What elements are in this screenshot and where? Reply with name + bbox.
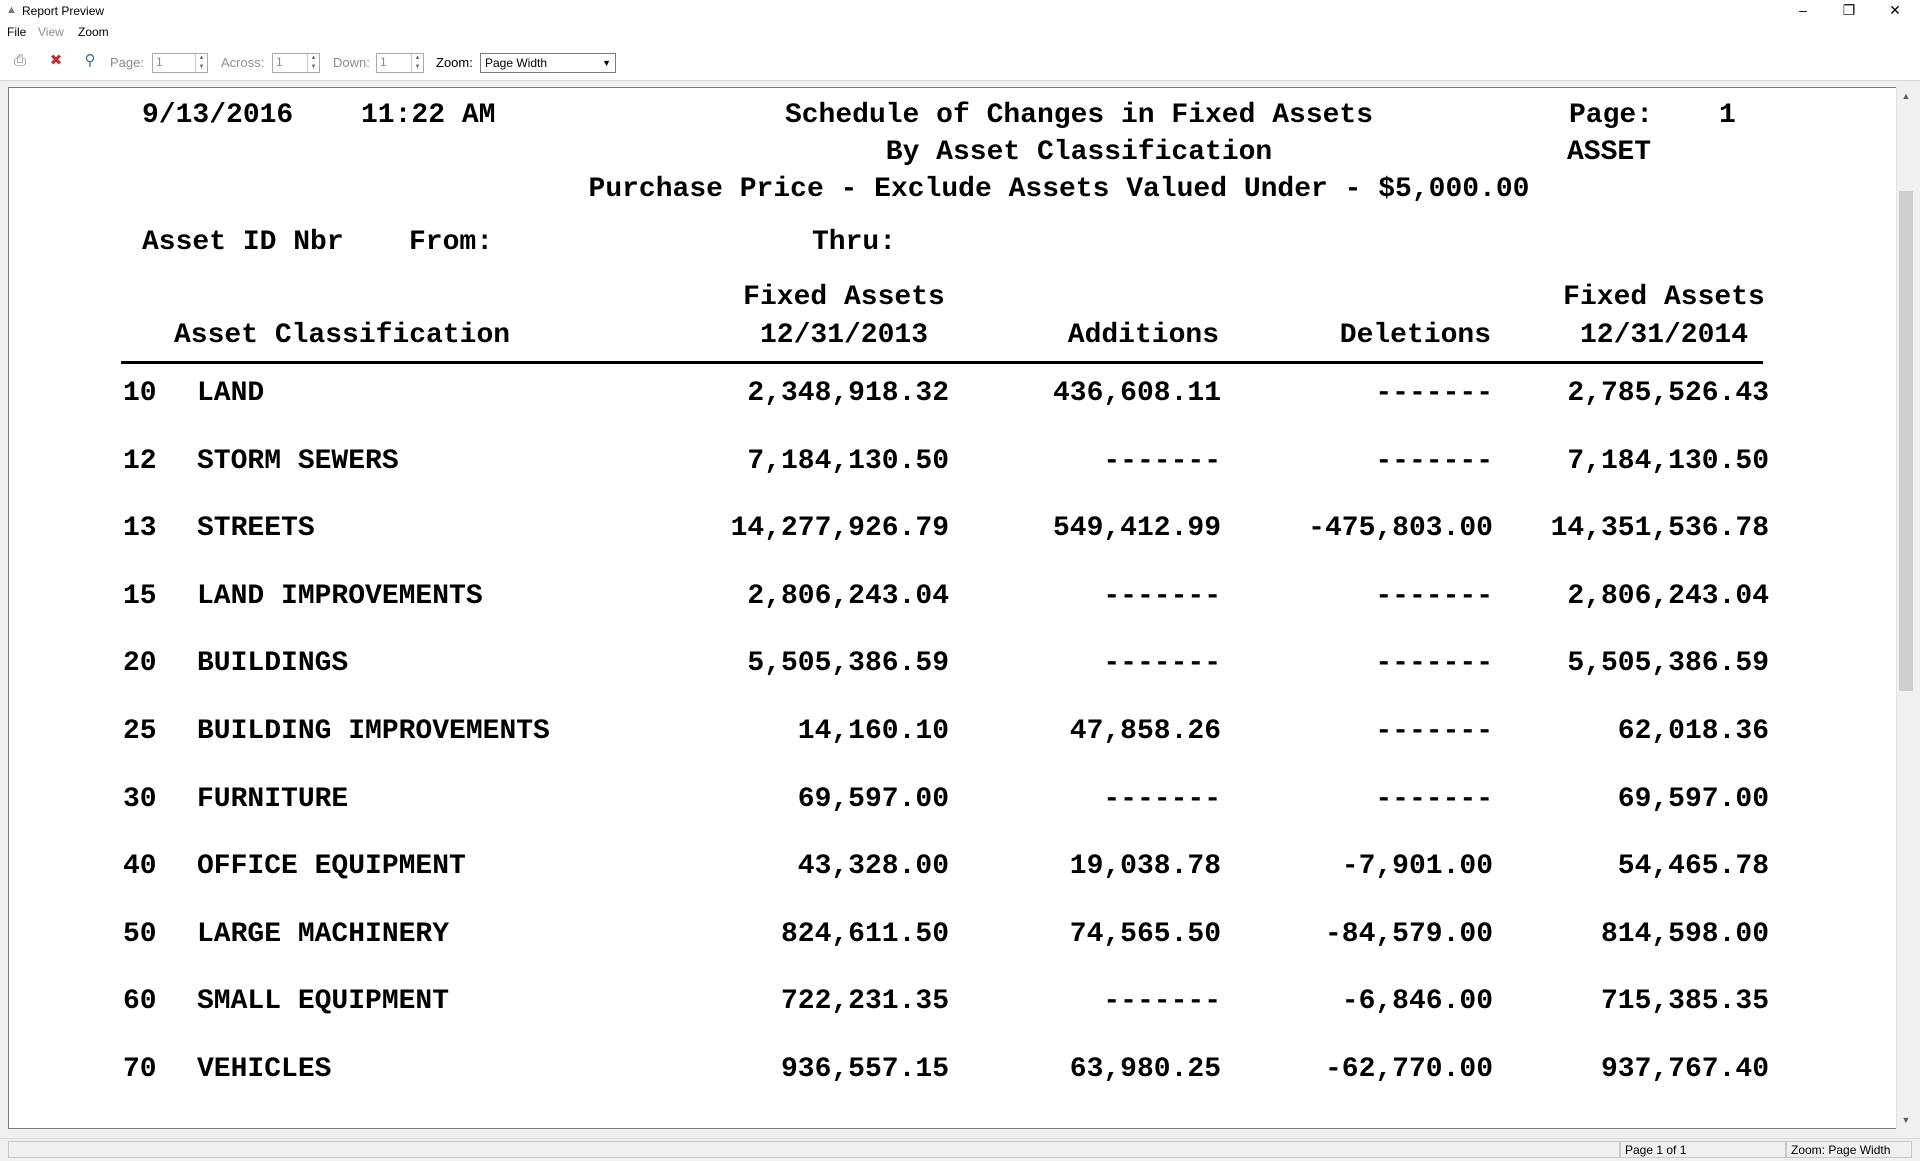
row-deletions: -6,846.00 <box>1341 986 1493 1018</box>
row-name: VEHICLES <box>197 1054 332 1085</box>
row-begin: 43,328.00 <box>797 851 949 883</box>
row-code: 40 <box>123 851 157 883</box>
menu-file[interactable]: File <box>7 25 27 39</box>
zoom-select[interactable]: Page Width ▼ <box>480 53 616 73</box>
col-additions: Additions <box>1067 320 1219 351</box>
row-code: 30 <box>123 783 157 815</box>
row-deletions: -7,901.00 <box>1341 851 1493 883</box>
row-end: 62,018.36 <box>1617 716 1769 747</box>
row-additions: 47,858.26 <box>1069 716 1221 747</box>
row-end: 5,505,386.59 <box>1567 648 1769 680</box>
row-deletions: ------- <box>1375 580 1493 612</box>
row-end: 2,785,526.43 <box>1567 378 1769 409</box>
row-code: 15 <box>123 580 157 612</box>
vertical-scrollbar[interactable] <box>1896 87 1915 1129</box>
row-code: 25 <box>123 716 157 747</box>
spinner-arrows-icon: ▲ ▼ <box>411 54 423 72</box>
row-code: 20 <box>123 648 157 680</box>
toolbar <box>0 42 1920 81</box>
row-begin: 2,806,243.04 <box>747 580 949 612</box>
row-begin: 2,348,918.32 <box>747 378 949 409</box>
row-code: 50 <box>123 918 157 950</box>
scroll-up-icon[interactable]: ▲ <box>1901 91 1911 101</box>
row-name: BUILDINGS <box>197 648 349 680</box>
report-type: ASSET <box>1567 137 1652 168</box>
menu-zoom[interactable]: Zoom <box>78 25 109 39</box>
from-label: From: <box>409 227 494 258</box>
row-deletions: ------- <box>1375 648 1493 680</box>
row-name: STREETS <box>197 513 315 545</box>
row-deletions: -62,770.00 <box>1324 1054 1493 1085</box>
row-code: 60 <box>123 986 157 1018</box>
spinner-arrows-icon: ▲ ▼ <box>195 54 207 72</box>
row-end: 937,767.40 <box>1600 1054 1769 1085</box>
row-deletions: ------- <box>1375 378 1493 409</box>
down-spinner[interactable]: 1 ▲ ▼ <box>376 53 424 73</box>
row-name: BUILDING IMPROVEMENTS <box>197 716 550 747</box>
cancel-print-icon[interactable]: ✖ <box>49 52 63 69</box>
row-name: LARGE MACHINERY <box>197 918 450 950</box>
row-begin: 5,505,386.59 <box>747 648 949 680</box>
across-spinner[interactable]: 1 ▲ ▼ <box>272 53 320 73</box>
row-end: 14,351,536.78 <box>1550 513 1769 545</box>
col-end-line2: 12/31/2014 <box>1579 320 1749 351</box>
range-label: Asset ID Nbr <box>142 227 344 258</box>
scroll-thumb[interactable] <box>1899 191 1913 691</box>
row-additions: ------- <box>1103 580 1221 612</box>
row-begin: 14,277,926.79 <box>730 513 949 545</box>
report-criteria: Purchase Price - Exclude Assets Valued Under - $5,000.00 <box>588 174 1530 205</box>
down-label: Down: <box>333 55 370 70</box>
report-viewport <box>8 87 1898 1129</box>
row-end: 814,598.00 <box>1600 918 1769 950</box>
row-begin: 722,231.35 <box>780 986 949 1018</box>
header-rule <box>121 361 1763 364</box>
status-zoom-info: Zoom: Page Width <box>1786 1141 1912 1158</box>
scroll-down-icon[interactable]: ▼ <box>1901 1115 1911 1125</box>
col-deletions: Deletions <box>1339 320 1491 351</box>
row-end: 715,385.35 <box>1600 986 1769 1018</box>
row-additions: 19,038.78 <box>1069 851 1221 883</box>
row-name: LAND IMPROVEMENTS <box>197 580 483 612</box>
page-number-label: Page: <box>1569 100 1654 131</box>
row-end: 7,184,130.50 <box>1567 445 1769 477</box>
report-date: 9/13/2016 <box>142 100 294 131</box>
row-name: LAND <box>197 378 265 409</box>
row-begin: 69,597.00 <box>797 783 949 815</box>
restore-button[interactable]: ❐ <box>1842 2 1856 18</box>
col-classification: Asset Classification <box>174 320 511 351</box>
col-begin-line2: 12/31/2013 <box>759 320 929 351</box>
row-name: SMALL EQUIPMENT <box>197 986 450 1018</box>
window-title: Report Preview <box>22 4 105 18</box>
row-name: OFFICE EQUIPMENT <box>197 851 466 883</box>
col-end-line1: Fixed Assets <box>1563 282 1765 313</box>
row-additions: ------- <box>1103 986 1221 1018</box>
row-additions: ------- <box>1103 648 1221 680</box>
row-code: 12 <box>123 445 157 477</box>
row-code: 13 <box>123 513 157 545</box>
app-icon: ▲ <box>6 4 17 16</box>
row-begin: 14,160.10 <box>797 716 949 747</box>
row-name: STORM SEWERS <box>197 445 399 477</box>
report-subtitle: By Asset Classification <box>885 137 1273 168</box>
row-additions: 436,608.11 <box>1052 378 1221 409</box>
title-bar <box>0 0 1920 22</box>
row-additions: ------- <box>1103 445 1221 477</box>
row-code: 10 <box>123 378 157 409</box>
row-end: 54,465.78 <box>1617 851 1769 883</box>
close-button[interactable]: ✕ <box>1889 2 1901 18</box>
report-time: 11:22 AM <box>361 100 496 131</box>
row-end: 69,597.00 <box>1617 783 1769 815</box>
row-additions: 63,980.25 <box>1069 1054 1221 1085</box>
status-page-info: Page 1 of 1 <box>1620 1141 1786 1158</box>
menu-bar <box>0 22 1920 42</box>
row-deletions: -475,803.00 <box>1308 513 1493 545</box>
zoom-label: Zoom: <box>436 55 473 70</box>
page-label: Page: <box>110 55 144 70</box>
magnifier-icon[interactable]: ⚲ <box>84 52 96 69</box>
col-begin-line1: Fixed Assets <box>743 282 945 313</box>
row-begin: 936,557.15 <box>780 1054 949 1085</box>
row-additions: 74,565.50 <box>1069 918 1221 950</box>
row-deletions: ------- <box>1375 445 1493 477</box>
row-additions: 549,412.99 <box>1052 513 1221 545</box>
printer-icon[interactable]: ⎙ <box>13 52 26 69</box>
thru-label: Thru: <box>812 227 897 258</box>
row-name: FURNITURE <box>197 783 349 815</box>
status-bar <box>0 1138 1920 1161</box>
status-pane-main <box>8 1141 1620 1158</box>
report-title: Schedule of Changes in Fixed Assets <box>784 100 1374 131</box>
row-deletions: ------- <box>1375 716 1493 747</box>
menu-view[interactable]: View <box>38 25 64 39</box>
row-begin: 824,611.50 <box>780 918 949 950</box>
spinner-arrows-icon: ▲ ▼ <box>307 54 319 72</box>
chevron-down-icon: ▼ <box>602 58 611 68</box>
row-deletions: -84,579.00 <box>1324 918 1493 950</box>
row-additions: ------- <box>1103 783 1221 815</box>
row-deletions: ------- <box>1375 783 1493 815</box>
row-begin: 7,184,130.50 <box>747 445 949 477</box>
page-spinner[interactable]: 1 ▲ ▼ <box>152 53 208 73</box>
page-number: 1 <box>1719 100 1736 131</box>
across-label: Across: <box>221 55 265 70</box>
row-code: 70 <box>123 1054 157 1085</box>
minimize-button[interactable]: – <box>1799 2 1807 18</box>
row-end: 2,806,243.04 <box>1567 580 1769 612</box>
